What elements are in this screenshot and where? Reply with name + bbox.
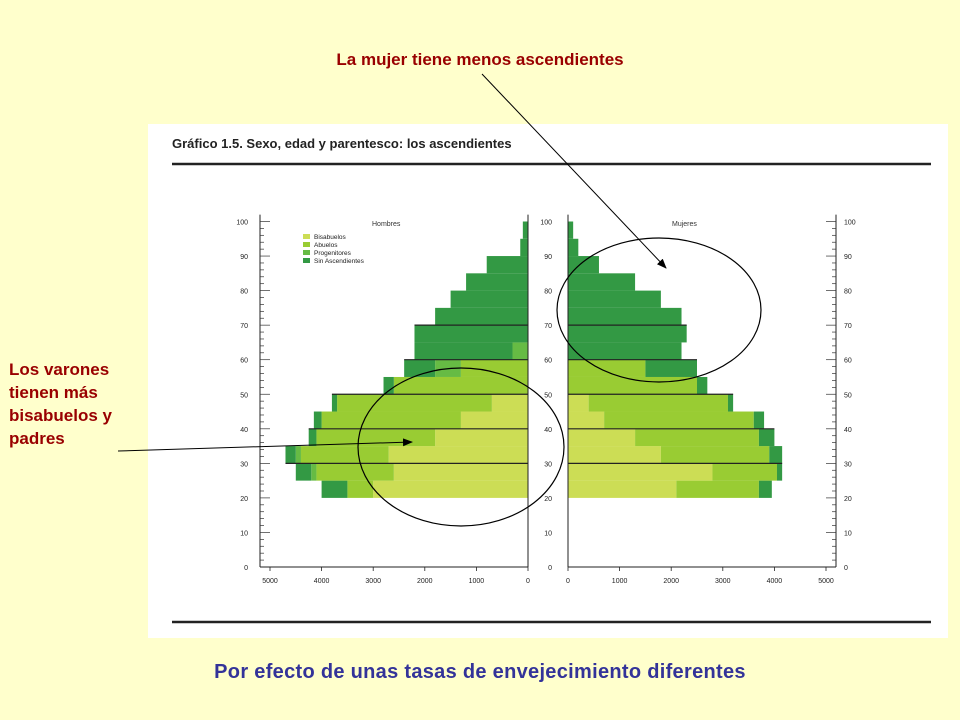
legend-label-sin-ascendientes: Sin Ascendientes [314,258,364,265]
x-tick-label-right: 3000 [715,578,731,585]
y-tick-label: 90 [240,254,248,262]
x-tick-label-left: 2000 [417,578,433,585]
y-tick-label: 40 [844,426,852,434]
y-tick-label: 10 [240,530,248,538]
legend-label-abuelos: Abuelos [314,242,338,249]
y-tick-label: 90 [544,254,552,262]
y-tick-label: 90 [844,254,852,262]
legend-label-progenitores: Progenitores [314,250,351,257]
x-tick-label-right: 5000 [818,578,834,585]
y-tick-label: 70 [844,323,852,331]
x-tick-label-left: 1000 [468,578,485,585]
x-tick-label-left: 4000 [313,578,330,585]
x-tick-label-right: 2000 [663,578,679,585]
y-tick-label: 100 [540,219,552,227]
y-tick-label: 0 [548,565,552,572]
y-tick-label: 20 [544,495,552,503]
y-tick-label: 60 [544,357,552,365]
x-tick-label-right: 1000 [611,578,628,585]
highlight-ellipse-hombres [358,368,564,526]
y-tick-label: 80 [544,288,552,296]
bottom-note: Por efecto de unas tasas de envejecimiento diferentes [214,661,746,683]
x-tick-label-right: 4000 [766,578,783,585]
x-tick-label-right: 0 [566,578,570,585]
arrow-left [118,442,412,451]
chart-title: Gráfico 1.5. Sexo, edad y parentesco: los ascendientes [172,136,512,151]
y-tick-label: 70 [240,323,248,331]
y-tick-label: 80 [844,288,852,296]
x-tick-label-left: 3000 [365,578,381,585]
y-tick-label: 30 [240,461,248,469]
y-tick-label: 60 [844,357,852,365]
y-tick-label: 0 [244,565,248,572]
y-tick-label: 50 [240,392,248,400]
panel-label-hombres: Hombres [372,221,401,228]
y-tick-label: 80 [240,288,248,296]
y-tick-label: 20 [844,495,852,503]
y-tick-label: 0 [844,565,848,572]
y-tick-label: 30 [544,461,552,469]
y-tick-label: 50 [544,392,552,400]
y-tick-label: 20 [240,495,248,503]
y-tick-label: 100 [236,219,248,227]
x-tick-label-left: 0 [526,578,530,585]
legend-label-bisabuelos: Bisabuelos [314,234,346,241]
x-tick-label-left: 5000 [262,578,278,585]
y-tick-label: 40 [240,426,248,434]
highlight-ellipse-mujeres [557,238,761,382]
annotation-left: Los varones tienen más bisabuelos y padres [9,360,112,448]
y-tick-label: 100 [844,219,856,227]
y-tick-label: 60 [240,357,248,365]
y-tick-label: 70 [544,323,552,331]
y-tick-label: 10 [844,530,852,538]
y-tick-label: 10 [544,530,552,538]
y-tick-label: 30 [844,461,852,469]
y-tick-label: 50 [844,392,852,400]
annotation-top: La mujer tiene menos ascendientes [336,50,624,69]
panel-label-mujeres: Mujeres [672,221,697,228]
y-tick-label: 40 [544,426,552,434]
